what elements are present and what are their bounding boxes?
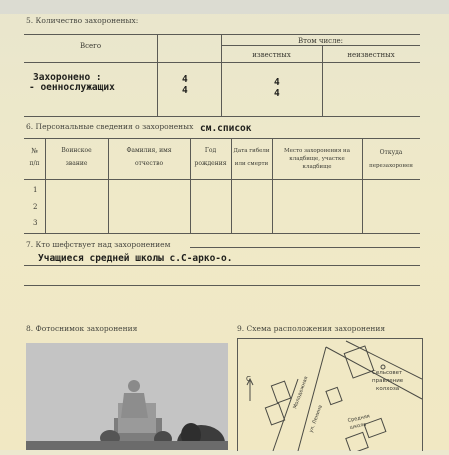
s6-row-num-3: 3 [33,219,38,227]
scheme-council-a: Сельсовет [372,370,403,376]
s6-h-place-a: Место захоронения на [283,148,350,154]
s5-col-including: Втом числе: [297,37,344,45]
scheme-street1: Молодежная [292,375,310,410]
s5-row2-known: 4 [274,88,280,99]
s5-divider-1 [157,34,158,116]
s5-row1-known: 4 [274,77,280,88]
burial-photo [26,343,228,450]
monument-photo-graphic [26,343,228,450]
s5-top-rule [24,34,420,35]
s6-h-name-b: отчество [134,160,164,167]
s5-row1-total: 4 [182,74,188,85]
s5-row2-total: 4 [182,85,188,96]
s5-including-rule [221,45,420,46]
s6-h-death-a: Дата гибели [233,148,270,154]
s6-h-place-b: кладбище, участке [289,156,345,162]
s6-top-rule [24,138,420,139]
s6-h-num-b: п/п [29,160,40,167]
s6-row-num-1: 1 [33,186,38,194]
scheme-school-a: Средняя [347,413,371,424]
s6-header-bottom-rule [24,179,420,180]
s6-h-birth-b: рождения [194,160,227,167]
location-scheme [237,338,423,451]
s6-h-birth-a: Год [204,147,217,154]
s6-h-from-a: Откуда [379,149,403,156]
scheme-council-b: правление [372,378,404,384]
s5-col-known: известных [252,51,291,59]
s6-h-death-b: или смерти [234,161,269,167]
s7-value-rule [24,265,420,266]
s6-h-rank-a: Воинское [61,147,92,154]
scheme-council-c: колхоза [376,386,400,392]
s6-h-from-b: перезахоронен [369,163,413,169]
s5-col-total: Всего [79,42,102,50]
s6-h-num-a: № [31,147,38,155]
scheme-street2: ул. Ленина [308,404,324,434]
s7-title-rule [190,247,420,248]
scheme-north-label: С [246,375,251,383]
section7-title: 7. Кто шефствует над захоронением [26,240,171,249]
s5-divider-2 [221,34,222,116]
s7-extra-rule [24,285,420,286]
s5-bottom-rule [24,116,420,117]
s6-h-rank-b: звание [65,160,88,167]
s6-h-name-a: Фамилия, имя [126,147,172,154]
section8-title: 8. Фотоснимок захоронения [26,324,138,333]
s6-bottom-rule [24,233,420,234]
s5-col-unknown: неизвестных [347,51,395,59]
s5-row2-label: - оеннослужащих [29,82,115,93]
section5-title: 5. Количество захороненых: [26,16,139,25]
scan-top-band [0,0,449,14]
s5-row1-label: Захоронено : [33,72,102,83]
section6-title: 6. Персональные сведения о захороненых [26,122,194,131]
section6-typed-note: см.список [200,123,252,134]
section7-value: Учащиеся средней школы с.С-арко-о. [38,253,233,264]
s5-header-bottom-rule [24,62,420,63]
scheme-map-graphic [238,339,422,451]
s6-h-place-c: кладбище [302,164,332,170]
section9-title: 9. Схема расположения захоронения [237,324,386,333]
s6-row-num-2: 2 [33,203,38,211]
scheme-school-b: школа [349,421,367,431]
